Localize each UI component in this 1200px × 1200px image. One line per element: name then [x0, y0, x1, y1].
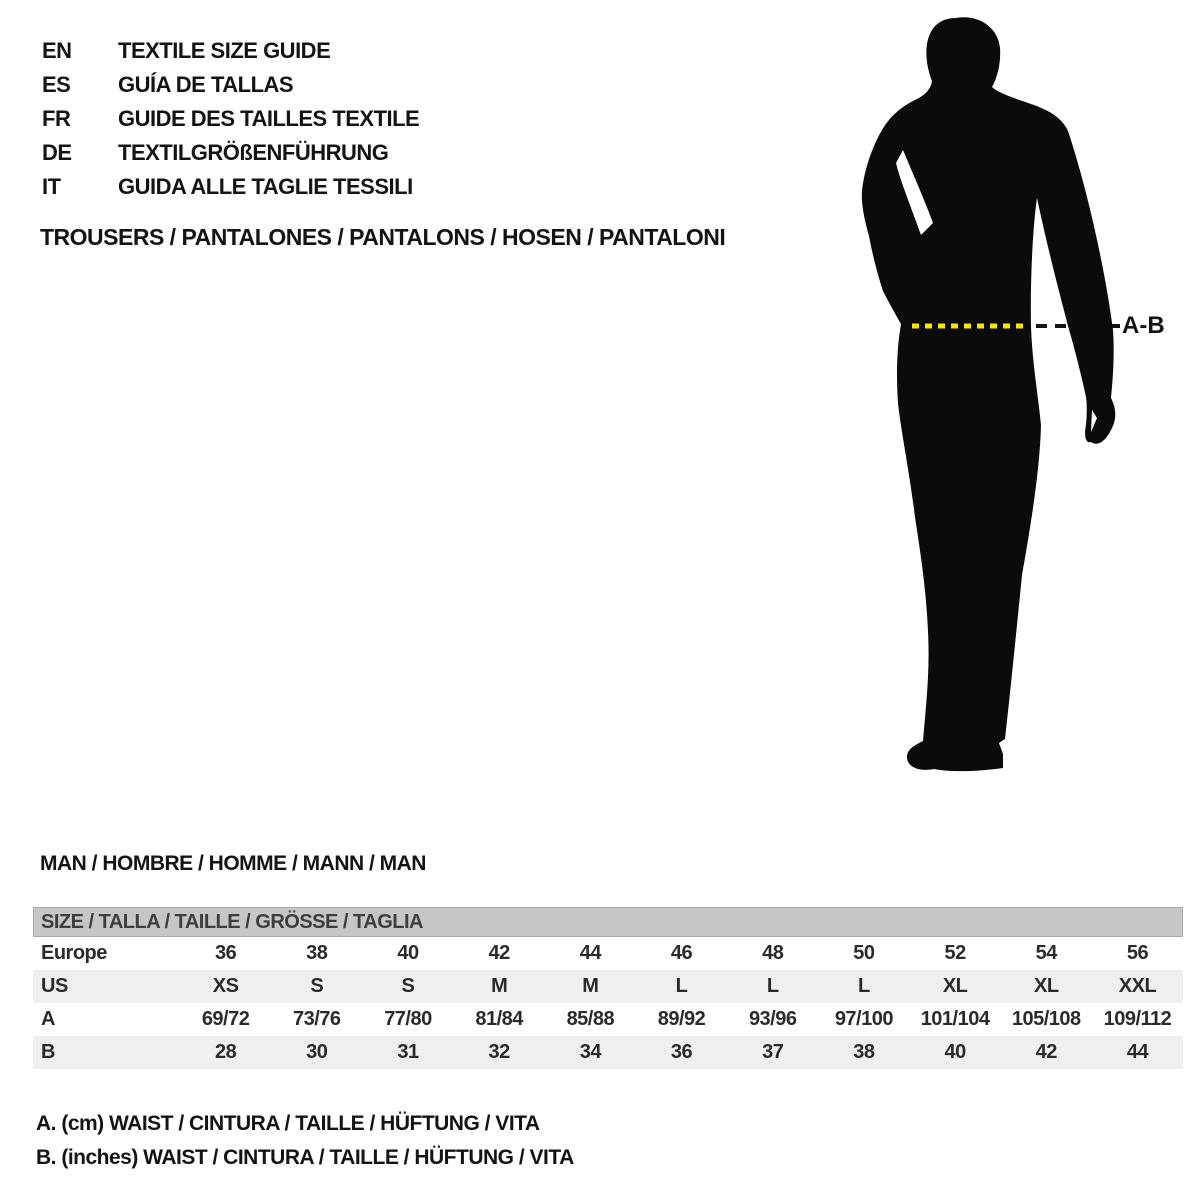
- table-row-us: [33, 970, 1183, 1003]
- table-cell: 40: [397, 942, 419, 964]
- table-cell: 42: [488, 942, 510, 964]
- table-cell: 44: [1126, 1041, 1149, 1063]
- table-cell: 50: [853, 942, 875, 964]
- language-row: [42, 170, 419, 204]
- language-code: ES: [42, 72, 71, 97]
- table-row-a-cm: [33, 1003, 1183, 1036]
- table-cell: M: [582, 975, 599, 997]
- table-row-europe: [33, 937, 1183, 970]
- table-cell: 30: [306, 1041, 328, 1063]
- language-row: [42, 136, 419, 170]
- row-label: Europe: [41, 942, 107, 964]
- size-table: [33, 907, 1183, 1069]
- table-cell: 105/108: [1011, 1008, 1081, 1030]
- language-title: GUIDE DES TAILLES TEXTILE: [118, 106, 420, 131]
- language-row: [42, 102, 419, 136]
- table-cell: 44: [579, 942, 601, 964]
- table-cell: XL: [942, 975, 968, 997]
- table-cell: 69/72: [201, 1008, 250, 1030]
- table-cell: 37: [762, 1041, 784, 1063]
- row-label: A: [41, 1008, 55, 1030]
- table-cell: 89/92: [657, 1008, 706, 1030]
- table-cell: L: [858, 975, 870, 997]
- table-cell: 36: [214, 942, 237, 964]
- category-title: TROUSERS / PANTALONES / PANTALONS / HOSEN / PANTALONI: [40, 224, 726, 250]
- footnote-waist-cm: A. (cm) WAIST / CINTURA / TAILLE / HÜFTUNG / VITA: [36, 1112, 540, 1135]
- table-cell: 36: [670, 1041, 693, 1063]
- waist-measure-label: A-B: [1122, 312, 1165, 339]
- table-cell: S: [310, 975, 324, 997]
- table-cell: 56: [1126, 942, 1149, 964]
- language-code: FR: [42, 106, 71, 131]
- language-list: [42, 34, 419, 204]
- table-cell: XS: [212, 975, 239, 997]
- table-row-b-inches: [33, 1036, 1183, 1069]
- section-title: MAN / HOMBRE / HOMME / MANN / MAN: [40, 852, 426, 875]
- table-cell: 38: [306, 942, 328, 964]
- table-cell: 101/104: [920, 1008, 990, 1030]
- table-cell: 28: [214, 1041, 237, 1063]
- table-cell: L: [675, 975, 688, 997]
- table-cell: 38: [853, 1041, 875, 1063]
- table-cell: 52: [944, 942, 966, 964]
- language-title: TEXTILGRÖßENFÜHRUNG: [118, 140, 389, 165]
- table-cell: XL: [1034, 975, 1059, 997]
- silhouette-body: [862, 17, 1115, 771]
- table-cell: 73/76: [293, 1008, 341, 1030]
- row-label: B: [41, 1041, 55, 1063]
- table-cell: 31: [397, 1041, 419, 1063]
- table-cell: 97/100: [834, 1008, 893, 1030]
- table-cell: L: [766, 975, 779, 997]
- table-cell: 85/88: [566, 1008, 615, 1030]
- table-cell: 54: [1035, 942, 1057, 964]
- language-title: GUIDA ALLE TAGLIE TESSILI: [118, 174, 413, 199]
- table-cell: 46: [670, 942, 693, 964]
- language-code: IT: [42, 174, 61, 199]
- language-title: GUÍA DE TALLAS: [118, 72, 294, 97]
- table-cell: 109/112: [1103, 1008, 1172, 1030]
- table-cell: S: [401, 975, 415, 997]
- language-row: [42, 34, 419, 68]
- table-cell: XXL: [1118, 975, 1157, 997]
- man-silhouette: [830, 8, 1160, 783]
- table-cell: 77/80: [384, 1008, 432, 1030]
- table-cell: 42: [1035, 1041, 1057, 1063]
- language-code: EN: [42, 38, 72, 63]
- row-label: US: [41, 975, 68, 997]
- language-code: DE: [42, 140, 72, 165]
- table-cell: 81/84: [475, 1008, 523, 1030]
- table-cell: 34: [579, 1041, 601, 1063]
- language-row: [42, 68, 419, 102]
- language-title: TEXTILE SIZE GUIDE: [118, 38, 331, 63]
- size-table-header: SIZE / TALLA / TAILLE / GRÖSSE / TAGLIA: [33, 907, 1183, 937]
- table-cell: 93/96: [748, 1008, 797, 1030]
- footnote-waist-inches: B. (inches) WAIST / CINTURA / TAILLE / HÜFTUNG / VITA: [36, 1146, 574, 1169]
- table-cell: 40: [944, 1041, 966, 1063]
- table-cell: M: [491, 975, 508, 997]
- table-cell: 32: [488, 1041, 510, 1063]
- table-cell: 48: [762, 942, 784, 964]
